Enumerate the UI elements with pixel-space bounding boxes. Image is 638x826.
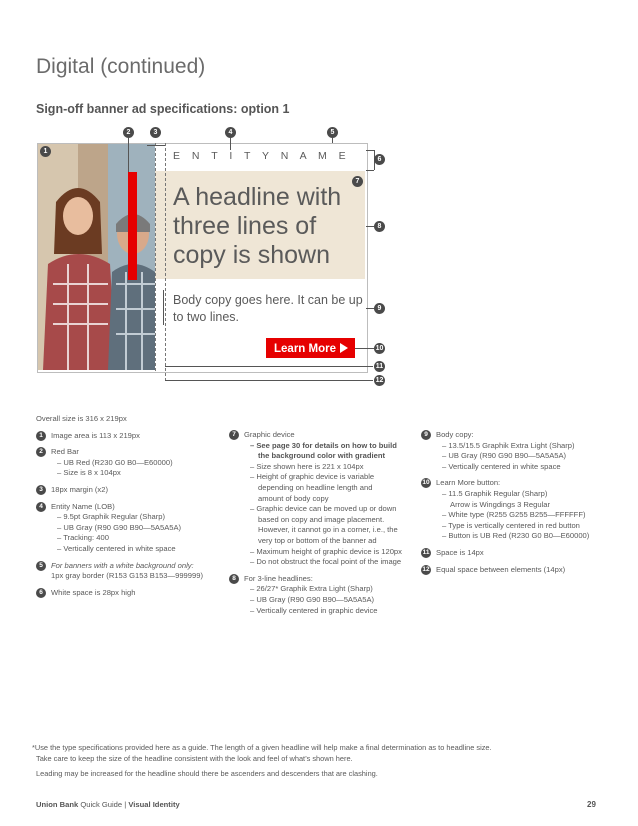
footer-separator: |	[124, 800, 127, 809]
arrow-right-icon	[340, 343, 348, 353]
guide-red-bar	[128, 138, 129, 172]
page-footer	[36, 800, 180, 809]
overall-size: Overall size is 316 x 219px	[36, 414, 127, 423]
marker-9: 9	[374, 303, 385, 314]
marker-5: 5	[327, 127, 338, 138]
marker-12: 12	[375, 377, 384, 384]
guide-line-margin	[165, 143, 166, 381]
guide-button	[355, 348, 374, 349]
guide-body	[366, 308, 374, 309]
learn-more-label: Learn More	[274, 343, 336, 355]
learn-more-button[interactable]	[266, 338, 355, 358]
marker-3: 3	[150, 127, 161, 138]
footer-section: Visual Identity	[128, 800, 180, 809]
footnote-line-3: Leading may be increased for the headline should there be ascenders and descenders that are clashing.	[36, 769, 378, 779]
spec-item-10: 10 Learn More button: – 11.5 Graphik Regular (Sharp) Arrow is Wingdings 3 Regular – White type (R255 G255 B255—FFFFFF) – Type is vertically centered in red button – Button is UB Red (R230 G0 B0—E60000)	[422, 478, 590, 541]
guide-entity	[230, 138, 231, 150]
guide-ws-bottom	[366, 170, 374, 171]
guide-space	[165, 366, 373, 367]
marker-1: 1	[40, 146, 51, 157]
spec-item-7: 7 Graphic device – See page 30 for details on how to build the background color with gradient – Size shown here is 221 x 104px – Height of graphic device is variable depending on headline length and amount of body copy – Graphic device can be moved up or down based on copy and image placement. However, it cannot go in a corner, i.e., the very top or bottom of the banner ad – Maximum height of graphic device is 120px – Do not obstruct the focal point of the image	[229, 430, 419, 568]
marker-4: 4	[225, 127, 236, 138]
spec-item-12: 12 Equal space between elements (14px)	[422, 564, 566, 574]
marker-8: 8	[374, 221, 385, 232]
footnote	[32, 743, 612, 780]
marker-7: 7	[352, 176, 363, 187]
footnote-line-1: *Use the type specifications provided here as a guide. The length of a given headline will help make a final determination as to headline size.	[32, 743, 492, 752]
page-number: 29	[587, 800, 596, 809]
spec-item-1: 1 Image area is 113 x 219px	[36, 431, 216, 442]
footer-brand: Union Bank	[36, 800, 79, 809]
guide-body-left	[163, 290, 164, 325]
marker-2: 2	[123, 127, 134, 138]
guide-margin-top	[147, 145, 165, 146]
marker-10: 10	[375, 345, 384, 352]
section-subtitle: Sign-off banner ad specifications: option 1	[36, 102, 290, 116]
ad-headline: A headline with three lines of copy is shown	[173, 183, 342, 269]
guide-equal	[165, 380, 373, 381]
spec-item-9: 9 Body copy: – 13.5/15.5 Graphik Extra Light (Sharp) – UB Gray (R90 G90 B90—5A5A5A) – Vertically centered in white space	[421, 430, 611, 472]
spec-item-3: 3 18px margin (x2)	[36, 485, 216, 496]
footnote-line-2: Take care to keep the size of the headline consistent with the look and feel of what’s shown here.	[36, 753, 353, 763]
banner-photo	[38, 144, 155, 370]
specs-column-3	[421, 430, 611, 581]
guide-border	[332, 138, 333, 143]
spec-item-8: 8 For 3-line headlines: – 26/27* Graphik Extra Light (Sharp) – UB Gray (R90 G90 B90—5A5A5A) – Vertically centered in graphic device	[229, 574, 419, 616]
spec-item-6: 6 White space is 28px high	[36, 588, 216, 599]
guide-line-image-edge	[155, 143, 156, 371]
spec-item-5: 5 For banners with a white background only: 1px gray border (R153 G153 B153—999999)	[36, 561, 216, 582]
marker-11: 11	[375, 363, 384, 370]
guide-gfx	[366, 226, 374, 227]
page-title: Digital (continued)	[36, 55, 206, 78]
ad-body-copy: Body copy goes here. It can be up to two lines.	[173, 293, 363, 324]
spec-item-2: 2 Red Bar – UB Red (R230 G0 B0—E60000) – Size is 8 x 104px	[36, 447, 216, 479]
marker-6: 6	[374, 154, 385, 165]
red-bar	[128, 172, 137, 280]
guide-ws-top	[366, 150, 374, 151]
specs-column-2	[229, 430, 419, 622]
footer-guide: Quick Guide	[80, 800, 123, 809]
entity-name: E N T I T Y N A M E	[173, 150, 351, 162]
spec-item-4: 4 Entity Name (LOB) – 9.5pt Graphik Regular (Sharp) – UB Gray (R90 G90 B90—5A5A5A) – Tracking: 400 – Vertically centered in white space	[36, 502, 216, 555]
specs-column-1	[36, 414, 216, 604]
spec-item-11: 11 Space is 14px	[422, 547, 484, 557]
